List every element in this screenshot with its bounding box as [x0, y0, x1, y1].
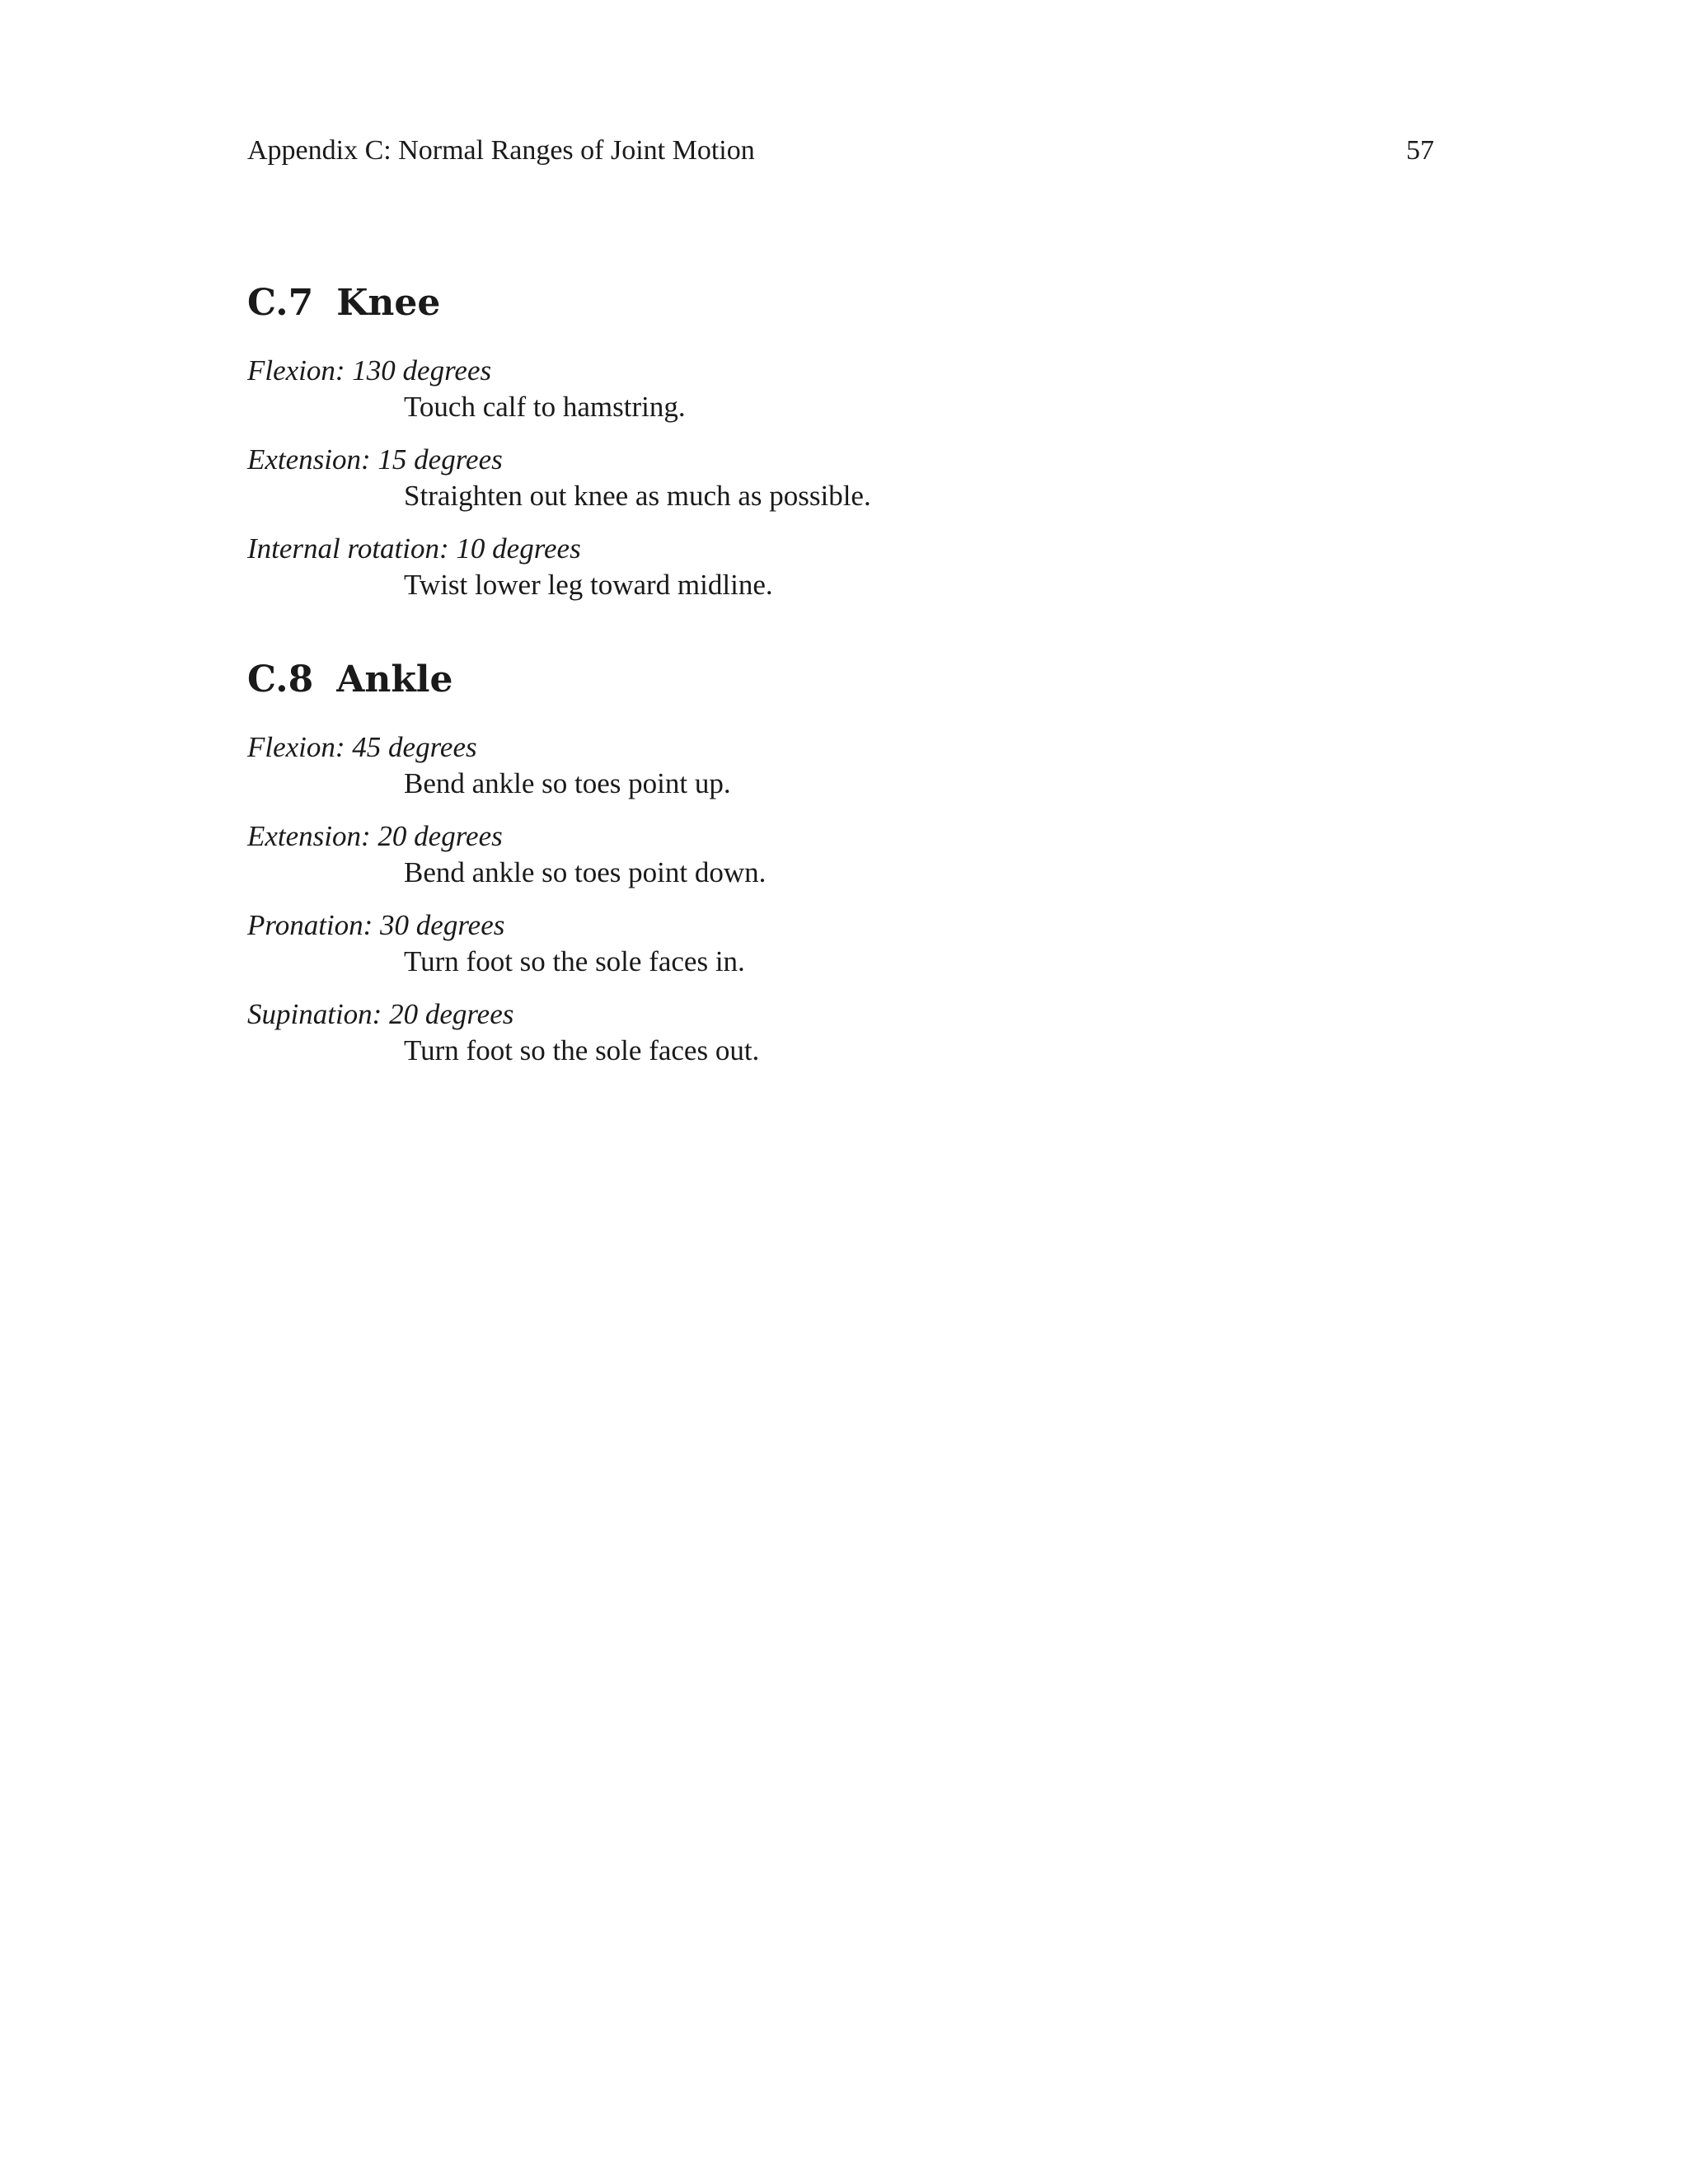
entry-term: Flexion: 130 degrees: [247, 354, 492, 387]
section-title: Ankle: [336, 658, 453, 701]
entry-description: Twist lower leg toward midline.: [404, 569, 773, 601]
entry-knee-flexion: [247, 353, 1434, 425]
section-ankle: [247, 655, 1434, 1069]
section-number: C.8: [247, 658, 314, 701]
entry-knee-extension: [247, 442, 1434, 514]
entry-description: Touch calf to hamstring.: [404, 391, 686, 423]
section-heading: [247, 655, 1434, 705]
page-number: 57: [1406, 135, 1434, 166]
entry-description: Straighten out knee as much as possible.: [404, 480, 871, 512]
section-title: Knee: [336, 282, 441, 324]
entry-ankle-pronation: [247, 907, 1434, 980]
entry-term: Extension: 20 degrees: [247, 820, 503, 852]
entry-term: Extension: 15 degrees: [247, 443, 503, 476]
entry-term: Pronation: 30 degrees: [247, 909, 505, 941]
section-number: C.7: [247, 282, 314, 324]
running-header-title: Appendix C: Normal Ranges of Joint Motion: [247, 135, 755, 166]
entry-ankle-extension: [247, 818, 1434, 891]
entry-description: Turn foot so the sole faces out.: [404, 1034, 760, 1066]
entry-knee-internal-rotation: [247, 531, 1434, 603]
entry-ankle-flexion: [247, 729, 1434, 802]
entry-description: Bend ankle so toes point up.: [404, 767, 731, 799]
entry-term: Supination: 20 degrees: [247, 998, 514, 1030]
section-knee: [247, 279, 1434, 603]
section-heading: [247, 279, 1434, 328]
entry-description: Turn foot so the sole faces in.: [404, 945, 745, 977]
entry-description: Bend ankle so toes point down.: [404, 856, 767, 888]
entry-term: Internal rotation: 10 degrees: [247, 532, 581, 565]
running-header: [247, 132, 1434, 170]
entry-ankle-supination: [247, 996, 1434, 1069]
entry-term: Flexion: 45 degrees: [247, 731, 477, 763]
